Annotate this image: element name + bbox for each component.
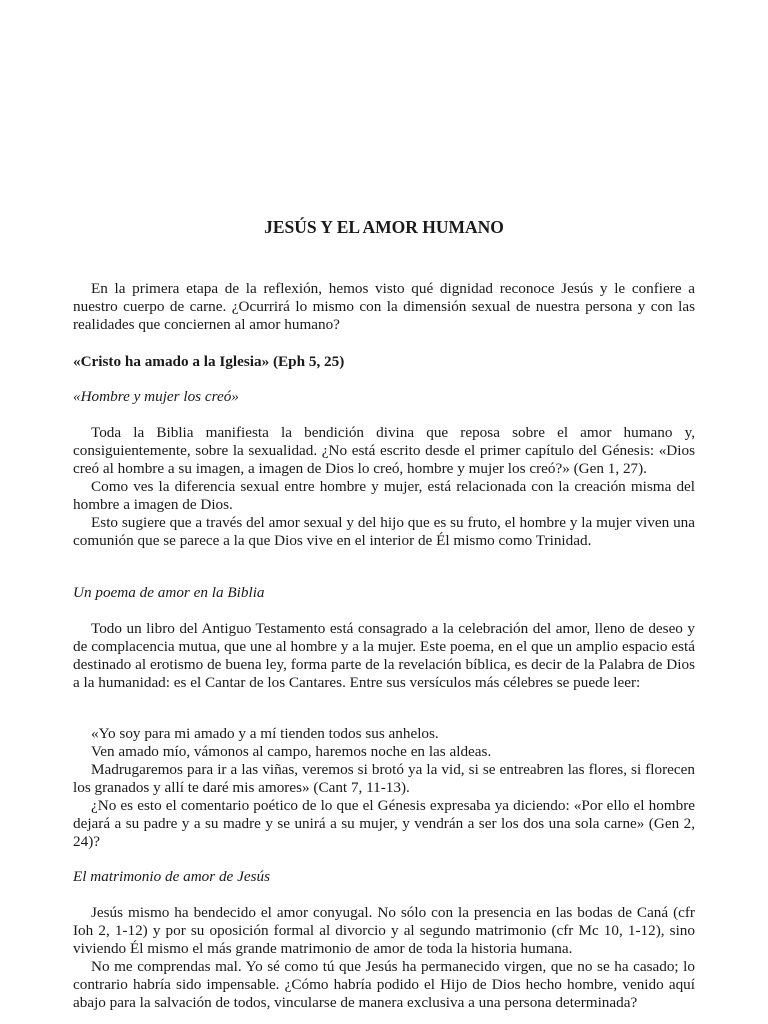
paragraph: Esto sugiere que a través del amor sexual y del hijo que es su fruto, el hombre y la mujer viven una comunión que se parece a la que Dios vive en el interior de Él mismo como Trinidad. bbox=[73, 514, 695, 549]
section-1-body bbox=[73, 424, 695, 550]
subheading-1-block bbox=[73, 388, 695, 406]
intro-block bbox=[73, 280, 695, 334]
section-2-body bbox=[73, 620, 695, 692]
quote-line: Ven amado mío, vámonos al campo, haremos noche en las aldeas. bbox=[91, 743, 492, 760]
document-page bbox=[73, 0, 695, 1024]
subheading-matrimonio: El matrimonio de amor de Jesús bbox=[73, 868, 270, 885]
subheading-poema-de-amor: Un poema de amor en la Biblia bbox=[73, 584, 265, 601]
quote-line: «Yo soy para mi amado y a mí tienden todos sus anhelos. bbox=[91, 725, 439, 742]
paragraph: Todo un libro del Antiguo Testamento está consagrado a la celebración del amor, lleno de deseo y de complacencia mutua, que une al hombre y a la mujer. Este poema, en el que un amplio espacio está destinado al erotismo de buena ley, forma parte de la revelación bíblica, es decir de la Palabra de Dios a la humanidad: es el Cantar de los Cantares. Entre sus versículos más célebres se puede leer: bbox=[73, 620, 695, 691]
section-heading-block bbox=[73, 353, 695, 371]
quote-line: Madrugaremos para ir a las viñas, veremos si brotó ya la vid, si se entreabren las flores, si florecen los granados y allí te daré mis amores» (Cant 7, 11-13). bbox=[73, 761, 695, 796]
intro-paragraph: En la primera etapa de la reflexión, hemos visto qué dignidad reconoce Jesús y le confiere a nuestro cuerpo de carne. ¿Ocurrirá lo mismo con la dimensión sexual de nuestra persona y con las realidades que conciernen al amor humano? bbox=[73, 280, 695, 333]
subheading-hombre-y-mujer: «Hombre y mujer los creó» bbox=[73, 388, 239, 405]
paragraph: Jesús mismo ha bendecido el amor conyugal. No sólo con la presencia en las bodas de Caná (cfr Ioh 2, 1-12) y por su oposición formal al divorcio y al segundo matrimonio (cfr Mc 10, 1-12), sino viviendo Él mismo el más grande matrimonio de amor de toda la historia humana. bbox=[73, 904, 695, 957]
subheading-3-block bbox=[73, 868, 695, 886]
paragraph: Toda la Biblia manifiesta la bendición divina que reposa sobre el amor humano y, consiguientemente, sobre la sexualidad. ¿No está escrito desde el primer capítulo del Génesis: «Dios creó al hombre a su imagen, a imagen de Dios lo creó, hombre y mujer los creó?» (Gen 1, 27). bbox=[73, 424, 695, 477]
quote-block bbox=[73, 725, 695, 851]
subheading-2-block bbox=[73, 584, 695, 602]
document-title: JESÚS Y EL AMOR HUMANO bbox=[264, 217, 504, 237]
paragraph: Como ves la diferencia sexual entre hombre y mujer, está relacionada con la creación misma del hombre a imagen de Dios. bbox=[73, 478, 695, 513]
section-3-body bbox=[73, 904, 695, 1012]
paragraph: No me comprendas mal. Yo sé como tú que Jesús ha permanecido virgen, que no se ha casado; lo contrario habría sido impensable. ¿Cómo habría podido el Hijo de Dios hecho hombre, venido aquí abajo para la salvación de todos, vincularse de manera exclusiva a una persona determinada? bbox=[73, 958, 695, 1011]
quote-line: ¿No es esto el comentario poético de lo que el Génesis expresaba ya diciendo: «Por ello el hombre dejará a su padre y a su madre y se unirá a su mujer, y vendrán a ser los dos una sola carne» (Gen 2, 24)? bbox=[73, 797, 695, 850]
section-heading: «Cristo ha amado a la Iglesia» (Eph 5, 25) bbox=[73, 353, 345, 370]
